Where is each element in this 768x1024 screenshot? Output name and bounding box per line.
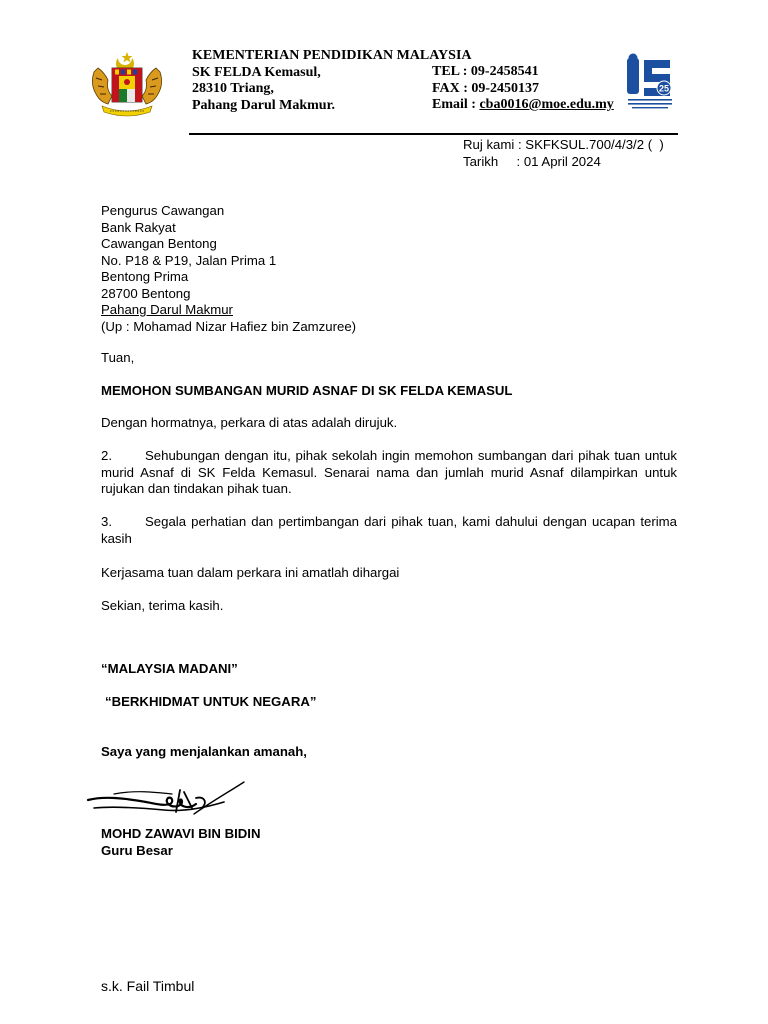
paragraph-3-text: Segala perhatian dan pertimbangan dari pihak tuan, kami dahului dengan ucapan terima kasih	[101, 514, 677, 546]
recipient-address	[101, 203, 356, 335]
paragraph-3-number: 3.	[101, 514, 112, 529]
recipient-line: No. P18 & P19, Jalan Prima 1	[101, 252, 277, 268]
header-divider	[189, 133, 678, 135]
recipient-line: Bentong Prima	[101, 269, 189, 284]
handwritten-signature	[84, 778, 254, 828]
signatory-name: MOHD ZAWAVI BIN BIDIN	[101, 826, 261, 841]
paragraph-2-text: Sehubungan dengan itu, pihak sekolah ingin memohon sumbangan dari pihak tuan untuk murid Asnaf di SK Felda Kemasul. Senarai nama dan jumlah murid Asnaf dilampirkan untuk rujukan dan tindakan pihak tuan.	[101, 448, 677, 496]
school-postcode-town: 28310 Triang,	[192, 81, 274, 96]
paragraph-1: Dengan hormatnya, perkara di atas adalah dirujuk.	[101, 415, 398, 430]
slogan-berkhidmat: “BERKHIDMAT UNTUK NEGARA”	[105, 694, 317, 709]
closing-line: Saya yang menjalankan amanah,	[101, 744, 307, 759]
telephone-number: TEL : 09-2458541	[432, 64, 539, 79]
reference-number: Ruj kami : SKFKSUL.700/4/3/2 ( )	[463, 137, 664, 152]
paragraph-4: Kerjasama tuan dalam perkara ini amatlah dihargai	[101, 565, 400, 580]
school-emblem-logo	[624, 52, 676, 114]
slogan-malaysia-madani: “MALAYSIA MADANI”	[101, 661, 238, 676]
recipient-state: Pahang Darul Makmur	[101, 302, 233, 317]
paragraph-5: Sekian, terima kasih.	[101, 598, 224, 613]
ministry-name: KEMENTERIAN PENDIDIKAN MALAYSIA	[192, 48, 472, 63]
letter-subject: MEMOHON SUMBANGAN MURID ASNAF DI SK FELDA KEMASUL	[101, 383, 513, 398]
fax-number: FAX : 09-2450137	[432, 80, 540, 96]
paragraph-3	[101, 514, 677, 547]
email-link[interactable]: cba0016@moe.edu.my	[479, 97, 614, 112]
recipient-line: Pengurus Cawangan	[101, 203, 225, 218]
recipient-attention: (Up : Mohamad Nizar Hafiez bin Zamzuree)	[101, 318, 357, 334]
paragraph-2-number: 2.	[101, 448, 112, 463]
recipient-line: Bank Rakyat	[101, 219, 176, 235]
coat-of-arms-logo	[88, 50, 166, 120]
salutation: Tuan,	[101, 350, 135, 365]
school-name: SK FELDA Kemasul,	[192, 64, 321, 80]
school-state: Pahang Darul Makmur.	[192, 97, 336, 113]
copy-to: s.k. Fail Timbul	[101, 978, 195, 994]
paragraph-2	[101, 448, 677, 498]
email-line	[432, 97, 614, 114]
recipient-line: 28700 Bentong	[101, 285, 191, 301]
email-label: Email :	[432, 97, 480, 112]
recipient-line: Cawangan Bentong	[101, 236, 217, 251]
logo-badge-text: 25	[658, 83, 670, 94]
letter-date: Tarikh : 01 April 2024	[463, 153, 601, 169]
signatory-title: Guru Besar	[101, 842, 173, 858]
